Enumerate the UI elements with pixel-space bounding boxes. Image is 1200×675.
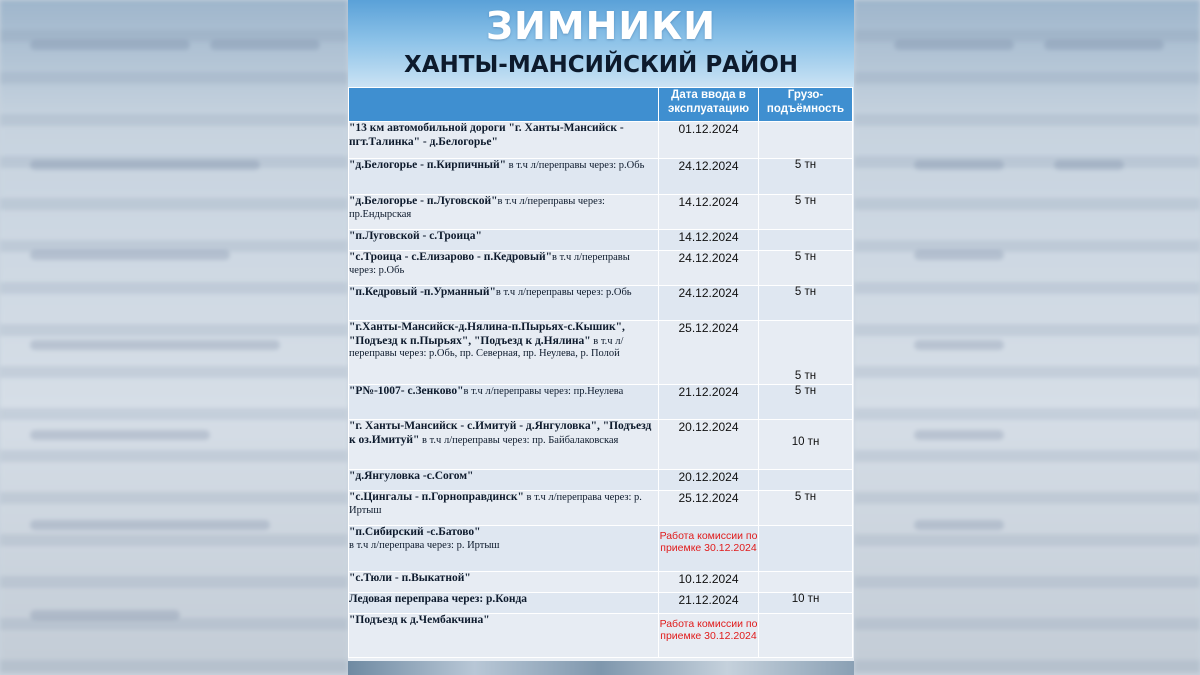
road-name: "с.Тюли - п.Выкатной" — [349, 572, 471, 584]
road-load — [759, 122, 853, 159]
header-road — [349, 88, 659, 122]
table-row — [349, 385, 853, 420]
bottom-landscape-strip — [348, 661, 854, 675]
road-name: "п.Сибирский -с.Батово" — [349, 526, 481, 538]
road-date: 24.12.2024 — [659, 251, 759, 286]
road-name: "Р№-1007- с.Зенково" — [349, 385, 464, 397]
table-row — [349, 251, 853, 286]
road-date: 24.12.2024 — [659, 159, 759, 195]
road-note: в т.ч л/переправа через: р. Иртыш — [349, 492, 642, 516]
poster-subtitle: ХАНТЫ-МАНСИЙСКИЙ РАЙОН — [403, 52, 799, 78]
road-note: в т.ч л/переправы через: р.Обь — [506, 160, 645, 171]
table-row — [349, 230, 853, 251]
road-date: 21.12.2024 — [659, 385, 759, 420]
road-note: в т.ч л/переправы через: пр. Байбалаковская — [419, 434, 619, 446]
road-name: "п.Луговской - с.Троица" — [349, 230, 482, 242]
road-load: 5 тн — [759, 321, 853, 385]
table-row — [349, 321, 853, 385]
road-load — [759, 614, 853, 658]
road-date: 14.12.2024 — [659, 230, 759, 251]
road-load — [759, 230, 853, 251]
road-note: в т.ч л/переправы через: пр.Неулева — [463, 386, 624, 397]
road-load: 10 тн — [759, 593, 853, 614]
road-load: 5 тн — [759, 286, 853, 321]
table-row — [349, 470, 853, 491]
road-date: 20.12.2024 — [659, 470, 759, 491]
road-date: 01.12.2024 — [659, 122, 759, 159]
table-row — [349, 122, 853, 159]
road-load — [759, 572, 853, 593]
road-name: "с.Троица - с.Елизарово - п.Кедровый" — [349, 251, 552, 263]
road-date: 20.12.2024 — [659, 420, 759, 470]
road-load: 5 тн — [759, 159, 853, 195]
winter-roads-table — [348, 87, 853, 658]
road-name: "г. Ханты-Мансийск - с.Имитуй - д.Янгуловка", "Подъезд к оз.Имитуй" — [349, 420, 652, 446]
header-load: Грузо-подъёмность — [759, 88, 853, 122]
table-row — [349, 159, 853, 195]
road-date: 24.12.2024 — [659, 286, 759, 321]
road-load: 5 тн — [759, 491, 853, 526]
blurred-background-right — [854, 0, 1200, 675]
road-date: 10.12.2024 — [659, 572, 759, 593]
table-row — [349, 614, 853, 658]
road-name: "д.Янгуловка -с.Согом" — [349, 470, 474, 482]
blurred-background-left — [0, 0, 348, 675]
road-name: "п.Кедровый -п.Урманный" — [349, 286, 496, 298]
road-load — [759, 470, 853, 491]
road-name: "13 км автомобильной дороги "г. Ханты-Мансийск - пгт.Талинка" - д.Белогорье" — [349, 122, 624, 148]
table-row — [349, 491, 853, 526]
road-note: в т.ч л/переправы через: р.Обь — [349, 252, 630, 276]
road-date: Работа комиссии по приемке 30.12.2024 — [659, 526, 759, 572]
road-load — [759, 526, 853, 572]
table-header-row — [349, 88, 853, 122]
table-row — [349, 420, 853, 470]
road-load: 10 тн — [759, 420, 853, 470]
road-load: 5 тн — [759, 195, 853, 230]
road-note: в т.ч л/переправы через: р.Обь, пр. Северная, пр. Неулева, р. Полой — [349, 335, 624, 359]
road-note: в т.ч л/переправы через: р.Обь — [495, 287, 632, 298]
winter-roads-poster — [348, 0, 854, 675]
table-row — [349, 195, 853, 230]
table-row — [349, 286, 853, 321]
road-date: Работа комиссии по приемке 30.12.2024 — [659, 614, 759, 658]
road-note: в т.ч л/переправы через: пр.Ендырская — [349, 196, 605, 220]
road-load: 5 тн — [759, 251, 853, 286]
table-row — [349, 593, 853, 614]
table-row — [349, 572, 853, 593]
poster-title: ЗИМНИКИ — [485, 4, 717, 48]
road-name: "г.Ханты-Мансийск-д.Нялина-п.Пырьях-с.Кышик", "Подъезд к п.Пырьях", "Подъезд к д.Нялина" — [349, 321, 625, 347]
road-name: "с.Цингалы - п.Горноправдинск" — [349, 491, 524, 503]
table-row — [349, 526, 853, 572]
road-load: 5 тн — [759, 385, 853, 420]
road-name: "д.Белогорье - п.Кирпичный" — [349, 159, 507, 171]
road-date: 25.12.2024 — [659, 491, 759, 526]
road-name: "Подъезд к д.Чембакчина" — [349, 614, 490, 626]
road-note: в т.ч л/переправа через: р. Иртыш — [349, 539, 500, 551]
road-date: 25.12.2024 — [659, 321, 759, 385]
road-date: 21.12.2024 — [659, 593, 759, 614]
road-date: 14.12.2024 — [659, 195, 759, 230]
header-date: Дата ввода в эксплуатацию — [659, 88, 759, 122]
road-name: Ледовая переправа через: р.Конда — [349, 593, 528, 605]
road-name: "д.Белогорье - п.Луговской" — [349, 195, 498, 207]
